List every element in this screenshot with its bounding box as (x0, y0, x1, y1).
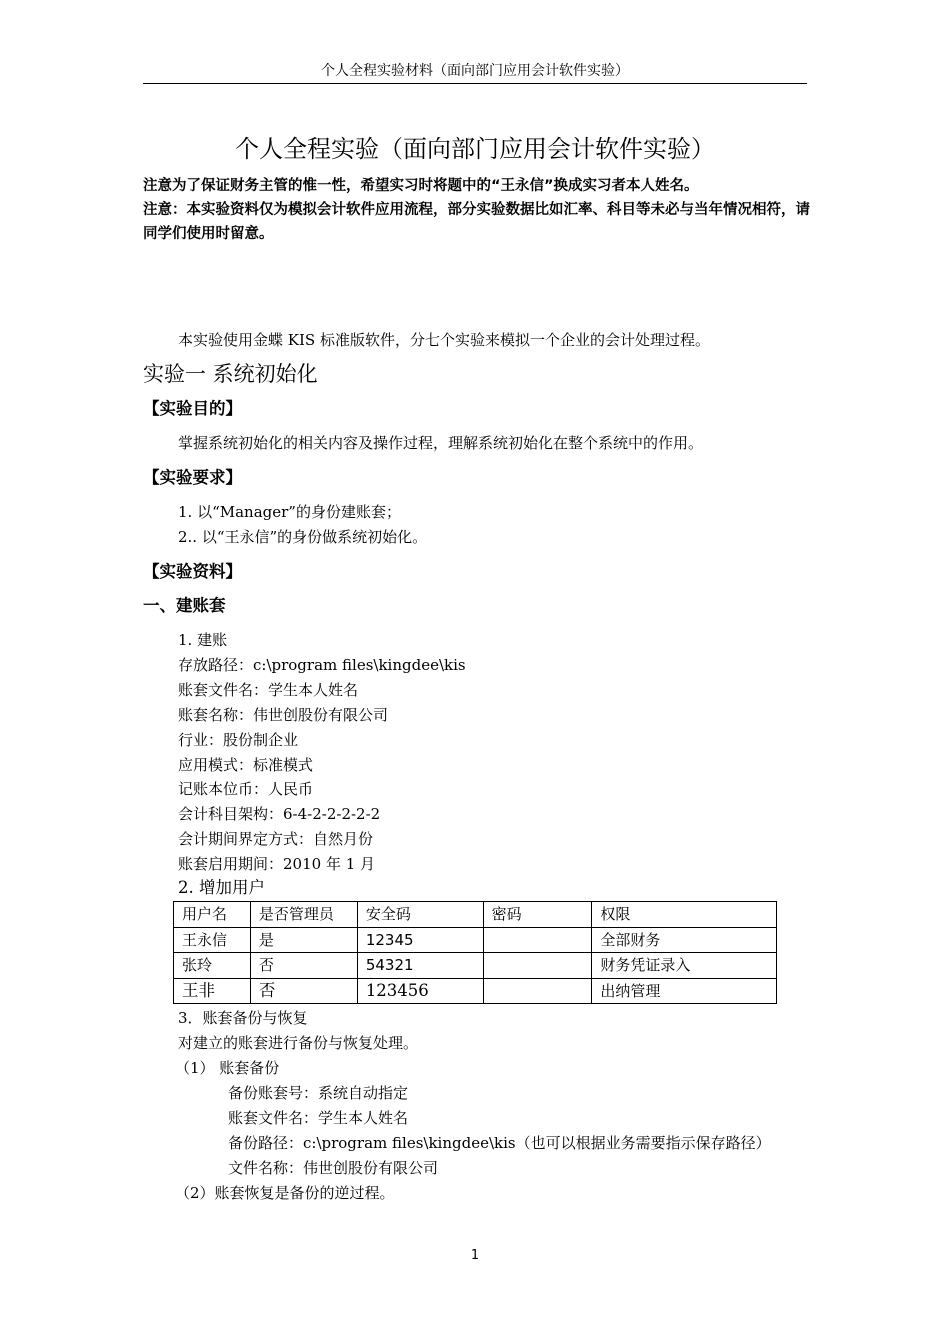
backup-title: 3．账套备份与恢复 (178, 1009, 308, 1027)
table-cell: 出纳管理 (592, 978, 777, 1004)
table-header-cell: 用户名 (174, 902, 251, 928)
materials-heading: 【实验资料】 (143, 562, 242, 581)
purpose-text: 掌握系统初始化的相关内容及操作过程，理解系统初始化在整个系统中的作用。 (178, 434, 704, 452)
table-cell (483, 953, 592, 979)
setup-item: 账套名称：伟世创股份有限公司 (178, 706, 389, 724)
users-table (173, 901, 777, 1004)
notice-1: 注意为了保证财务主管的惟一性，希望实习时将题中的“王永信”换成实习者本人姓名。 (143, 178, 699, 194)
setup-item: 账套文件名：学生本人姓名 (178, 681, 359, 699)
experiment-heading: 实验一 系统初始化 (143, 362, 318, 386)
table-cell: 张玲 (174, 953, 251, 979)
setup-item: 会计期间界定方式：自然月份 (178, 830, 374, 848)
setup-item: 记账本位币：人民币 (178, 780, 314, 798)
table-cell: 否 (250, 953, 357, 979)
notice-2: 注意：本实验资料仅为模拟会计软件应用流程，部分实验数据比如汇率、科目等未必与当年情况相符，请同学们使用时留意。 (143, 202, 810, 242)
page-number: 1 (470, 1248, 480, 1263)
header-rule (143, 83, 807, 84)
setup-item: 存放路径：c:\program files\kingdee\kis (178, 656, 466, 674)
backup-item: 文件名称：伟世创股份有限公司 (228, 1159, 439, 1177)
section-heading: 一、建账套 (143, 596, 226, 615)
setup-item: 账套启用期间：2010 年 1 月 (178, 855, 376, 873)
table-header-cell: 是否管理员 (250, 902, 357, 928)
table-row (174, 927, 777, 953)
backup-subheading: （1） 账套备份 (175, 1059, 280, 1077)
backup-item: 备份路径：c:\program files\kingdee\kis（也可以根据业务需要指示保存路径） (228, 1134, 771, 1152)
setup-item: 应用模式：标准模式 (178, 756, 314, 774)
table-cell: 12345 (357, 927, 483, 953)
requirement-item: 1. 以“Manager”的身份建账套； (178, 503, 401, 521)
add-users-title: 2. 增加用户 (178, 878, 265, 897)
backup-description: 对建立的账套进行备份与恢复处理。 (178, 1034, 419, 1052)
table-header-cell: 权限 (592, 902, 777, 928)
setup-item: 会计科目架构：6-4-2-2-2-2-2 (178, 805, 381, 823)
document-title: 个人全程实验（面向部门应用会计软件实验） (235, 135, 715, 163)
requirements-heading: 【实验要求】 (143, 468, 242, 487)
table-row (174, 953, 777, 979)
table-cell (483, 978, 592, 1004)
table-cell: 王非 (174, 978, 251, 1004)
backup-item: 账套文件名：学生本人姓名 (228, 1109, 409, 1127)
backup-item: 备份账套号：系统自动指定 (228, 1084, 409, 1102)
table-cell (483, 927, 592, 953)
table-cell: 全部财务 (592, 927, 777, 953)
setup-item: 行业：股份制企业 (178, 731, 299, 749)
table-row (174, 978, 777, 1004)
table-cell: 财务凭证录入 (592, 953, 777, 979)
restore-subheading: （2）账套恢复是备份的逆过程。 (175, 1184, 395, 1202)
table-header-cell: 密码 (483, 902, 592, 928)
table-header-row (174, 902, 777, 928)
table-cell: 123456 (357, 978, 483, 1004)
table-cell: 否 (250, 978, 357, 1004)
table-cell: 王永信 (174, 927, 251, 953)
table-header-cell: 安全码 (357, 902, 483, 928)
page-header: 个人全程实验材料（面向部门应用会计软件实验） (321, 63, 629, 79)
setup-title: 1. 建账 (178, 631, 228, 649)
intro-paragraph: 本实验使用金蝶 KIS 标准版软件，分七个实验来模拟一个企业的会计处理过程。 (178, 331, 710, 349)
requirement-item: 2.. 以“王永信”的身份做系统初始化。 (178, 528, 428, 546)
table-cell: 54321 (357, 953, 483, 979)
table-cell: 是 (250, 927, 357, 953)
purpose-heading: 【实验目的】 (143, 399, 242, 418)
